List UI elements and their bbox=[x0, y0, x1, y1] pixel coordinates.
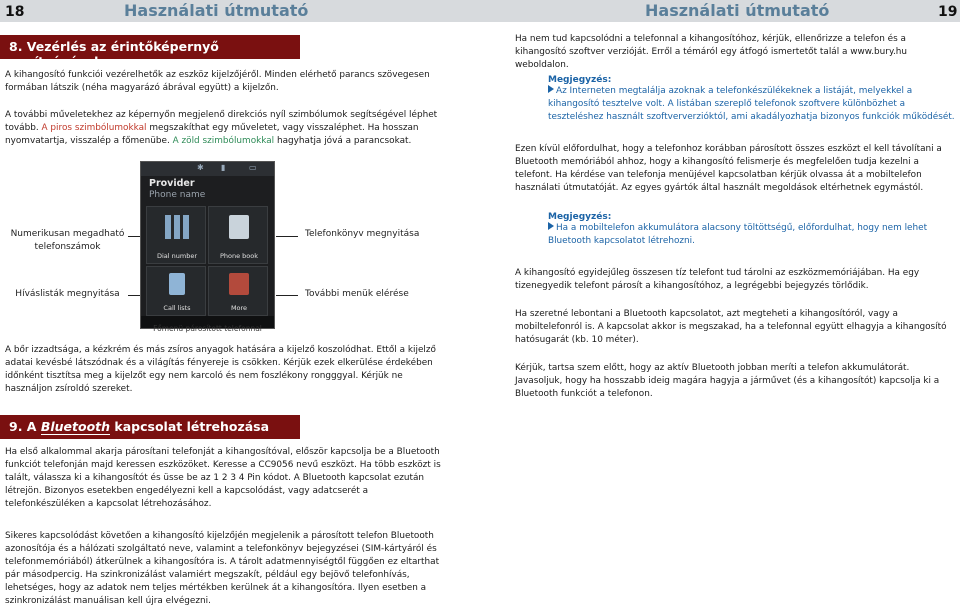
more-tile bbox=[208, 266, 268, 316]
note-1-body bbox=[548, 85, 955, 124]
right-paragraph-3: A kihangosító egyidejűleg összesen tíz telefont tud tárolni az eszközmemóriájában. Ha egy tizenegyedik telefont párosít a kihangosítóhoz, a legrégebbi bejegyzés törlődik. bbox=[515, 268, 920, 291]
arrow-icon bbox=[548, 222, 554, 230]
main-menu-screen-illustration bbox=[140, 161, 275, 329]
bluetooth-icon: ✱ bbox=[197, 163, 204, 172]
keypad-icon bbox=[165, 215, 189, 239]
right-paragraph-4: Ha szeretné lebontani a Bluetooth kapcsolatot, azt megteheti a kihangosítóról, vagy a mobiltelefonról is. A kapcsolat akkor is megszakad, ha a telefonnal együtt elhagyja a kihangosító hatósugarát (kb. 10 méter). bbox=[515, 309, 947, 345]
right-page-number: 19 bbox=[938, 4, 958, 20]
note-2-text: Ha a mobiltelefon akkumulátora alacsony töltöttségű, előfordulhat, hogy nem lehet Bluetooth kapcsolatot létrehozni. bbox=[548, 223, 928, 246]
note-1-text: Az Interneten megtalálja azoknak a telefonkészülékeknek a listáját, melyekkel a kihangosító tesztelve volt. A listában szereplő telefonok szoftvere különbözhet a teszteléshez használt szoftververzióktól, ami akadályozhatja bizonyos funkciók működését. bbox=[548, 86, 955, 122]
call-lists-tile bbox=[146, 266, 206, 316]
red-symbols-text: A piros szimbólumokkal bbox=[41, 123, 147, 133]
section-9-bluetooth: Bluetooth bbox=[40, 419, 111, 434]
tile-label-call-lists: Call lists bbox=[163, 304, 191, 312]
section-8-title bbox=[0, 35, 300, 69]
phone-book-tile bbox=[208, 206, 268, 264]
leader-line bbox=[276, 295, 298, 296]
left-paragraph-1: A kihangosító funkciói vezérelhetők az eszköz kijelzőjéről. Minden elérhető parancs szövegesen formában látszik (néha magyarázó ábrával együtt) a kijelzőn. bbox=[5, 70, 430, 93]
note-2-body bbox=[548, 222, 955, 248]
green-symbols-text: A zöld szimbólumokkal bbox=[172, 136, 275, 146]
note-2 bbox=[548, 212, 955, 248]
p2-text-c: hagyhatja jóvá a parancsokat. bbox=[274, 136, 412, 146]
tile-label-more: More bbox=[230, 304, 248, 312]
p2-text-b: megszakíthat egy műveletet, vagy visszaléphet. Ha hosszan nyomvatartja, visszalép a főmenübe. bbox=[5, 123, 419, 146]
figure-label-numeric-dial: Numerikusan megadható telefonszámok bbox=[10, 229, 125, 252]
left-paragraph-3: A bőr izzadtsága, a kézkrém és más zsíros anyagok hatására a kijelző koszolódhat. Ettől a kijelző adatai kevésbé látszódnak és a világítás fényereje is csökken. Kérjük ezek elkerülése érdekében időnként tisztítsa meg a kijelzőt egy nem karcoló és nem foszlékony rongggyal. Kérjük ne használjon zsíroldó szereket. bbox=[5, 345, 436, 394]
leader-line bbox=[276, 236, 298, 237]
screen-phone-name: Phone name bbox=[149, 190, 206, 200]
figure-label-call-lists: Híváslisták megnyitása bbox=[15, 289, 120, 299]
note-1 bbox=[548, 75, 955, 124]
left-paragraph-2 bbox=[5, 109, 442, 148]
status-bar bbox=[141, 162, 274, 176]
note-1-heading: Megjegyzés: bbox=[548, 75, 612, 85]
call-list-icon bbox=[169, 273, 185, 295]
p2-text-a: A további műveletekhez az képernyőn megjelenő direkciós nyíl szimbólumok segítségével léphet tovább. bbox=[5, 110, 438, 133]
right-header-title: Használati útmutató bbox=[645, 1, 830, 20]
left-paragraph-4: Ha első alkalommal akarja párosítani telefonját a kihangosítóval, először kapcsolja be a Bluetooth funkciót telefonján majd keressen eszközöket. Keresse a CC9056 nevű eszközt. Ha több eszközt is talált, válassza ki a kihangosítót és üsse be az 1 2 3 4 Pin kódot. A Bluetooth kapcsolat ezután létrejön. Bizonyos esetekben engedélyezni kell a kapcsolódást, vagy adatcserét a telefonkészüléken a kapcsolat létrehozásához. bbox=[5, 447, 441, 509]
dial-number-tile bbox=[146, 206, 206, 264]
left-header-title: Használati útmutató bbox=[124, 1, 309, 20]
figure-caption: Főmenü párosított telefonnal bbox=[153, 324, 262, 333]
signal-icon: ▮ bbox=[221, 163, 226, 172]
tile-label-phonebook: Phone book bbox=[219, 252, 259, 260]
left-page-number: 18 bbox=[5, 4, 25, 20]
left-paragraph-5: Sikeres kapcsolódást követően a kihangosító kijelzőjén megjelenik a párosított telefon Bluetooth azonosítója és a hálózati szolgáltató neve, valamint a telefonkönyv bejegyzései (SIM-kártyáról és telefonmemóriából) átkerülnek a kihangosítóra is. A tárolt adatmennyiségtől függően ez eltarthat pár másodpercig. Ha szinkronizálást valamiért megszakít, például egy bejövő telefonhívás, lehetséges, hogy az adatok nem teljes mértékben kerülnek át a kihangosítóra. Ilyen esetben a szinkronizálást manuálisan kell újra elvégezni. bbox=[5, 531, 440, 606]
section-9-suffix: kapcsolat létrehozása bbox=[110, 419, 270, 434]
right-paragraph-2: Ezen kívül előfordulhat, hogy a telefonhoz korábban párosított összes eszközt el kell távolítani a Bluetooth memóriából ahhoz, hogy a kihangosító felismerje és megfelelően tudja kezelni a telefont. Ha kérdése van telefonja menüjével kapcsolatban kérjük olvassa át a mobiltelefon használati útmutatóját. Az egyes gyártók által használt megoldások eltérhetnek egymástól. bbox=[515, 144, 942, 193]
figure-label-phonebook: Telefonkönyv megnyitása bbox=[305, 229, 420, 239]
right-paragraph-1: Ha nem tud kapcsolódni a telefonnal a kihangosítóhoz, kérjük, ellenőrizze a telefon és a kihangosító szoftver verzióját. Erről a témáról egy átfogó ismertetőt talál a www.bury.hu weboldalon. bbox=[515, 34, 908, 70]
battery-icon: ▭ bbox=[249, 163, 257, 172]
arrow-icon bbox=[548, 85, 554, 93]
tile-label-dial: Dial number bbox=[156, 252, 198, 260]
figure-label-more-menus: További menük elérése bbox=[305, 289, 409, 299]
right-paragraph-5: Kérjük, tartsa szem előtt, hogy az aktív Bluetooth jobban meríti a telefon akkumulátorát. Javasoljuk, hogy ha hosszabb ideig magára hagyja a járművet (és a kihangosítót) kapcsolja ki a Bluetooth funkciót a telefonon. bbox=[515, 363, 940, 399]
section-9-prefix: 9. A bbox=[9, 419, 41, 434]
screen-provider: Provider bbox=[149, 178, 195, 189]
more-icon bbox=[229, 273, 249, 295]
phonebook-icon bbox=[229, 215, 249, 239]
section-9-title bbox=[0, 415, 300, 439]
section-8-title-text: 8. Vezérlés az érintőképernyő segítségével bbox=[9, 39, 219, 69]
note-2-heading: Megjegyzés: bbox=[548, 212, 612, 222]
